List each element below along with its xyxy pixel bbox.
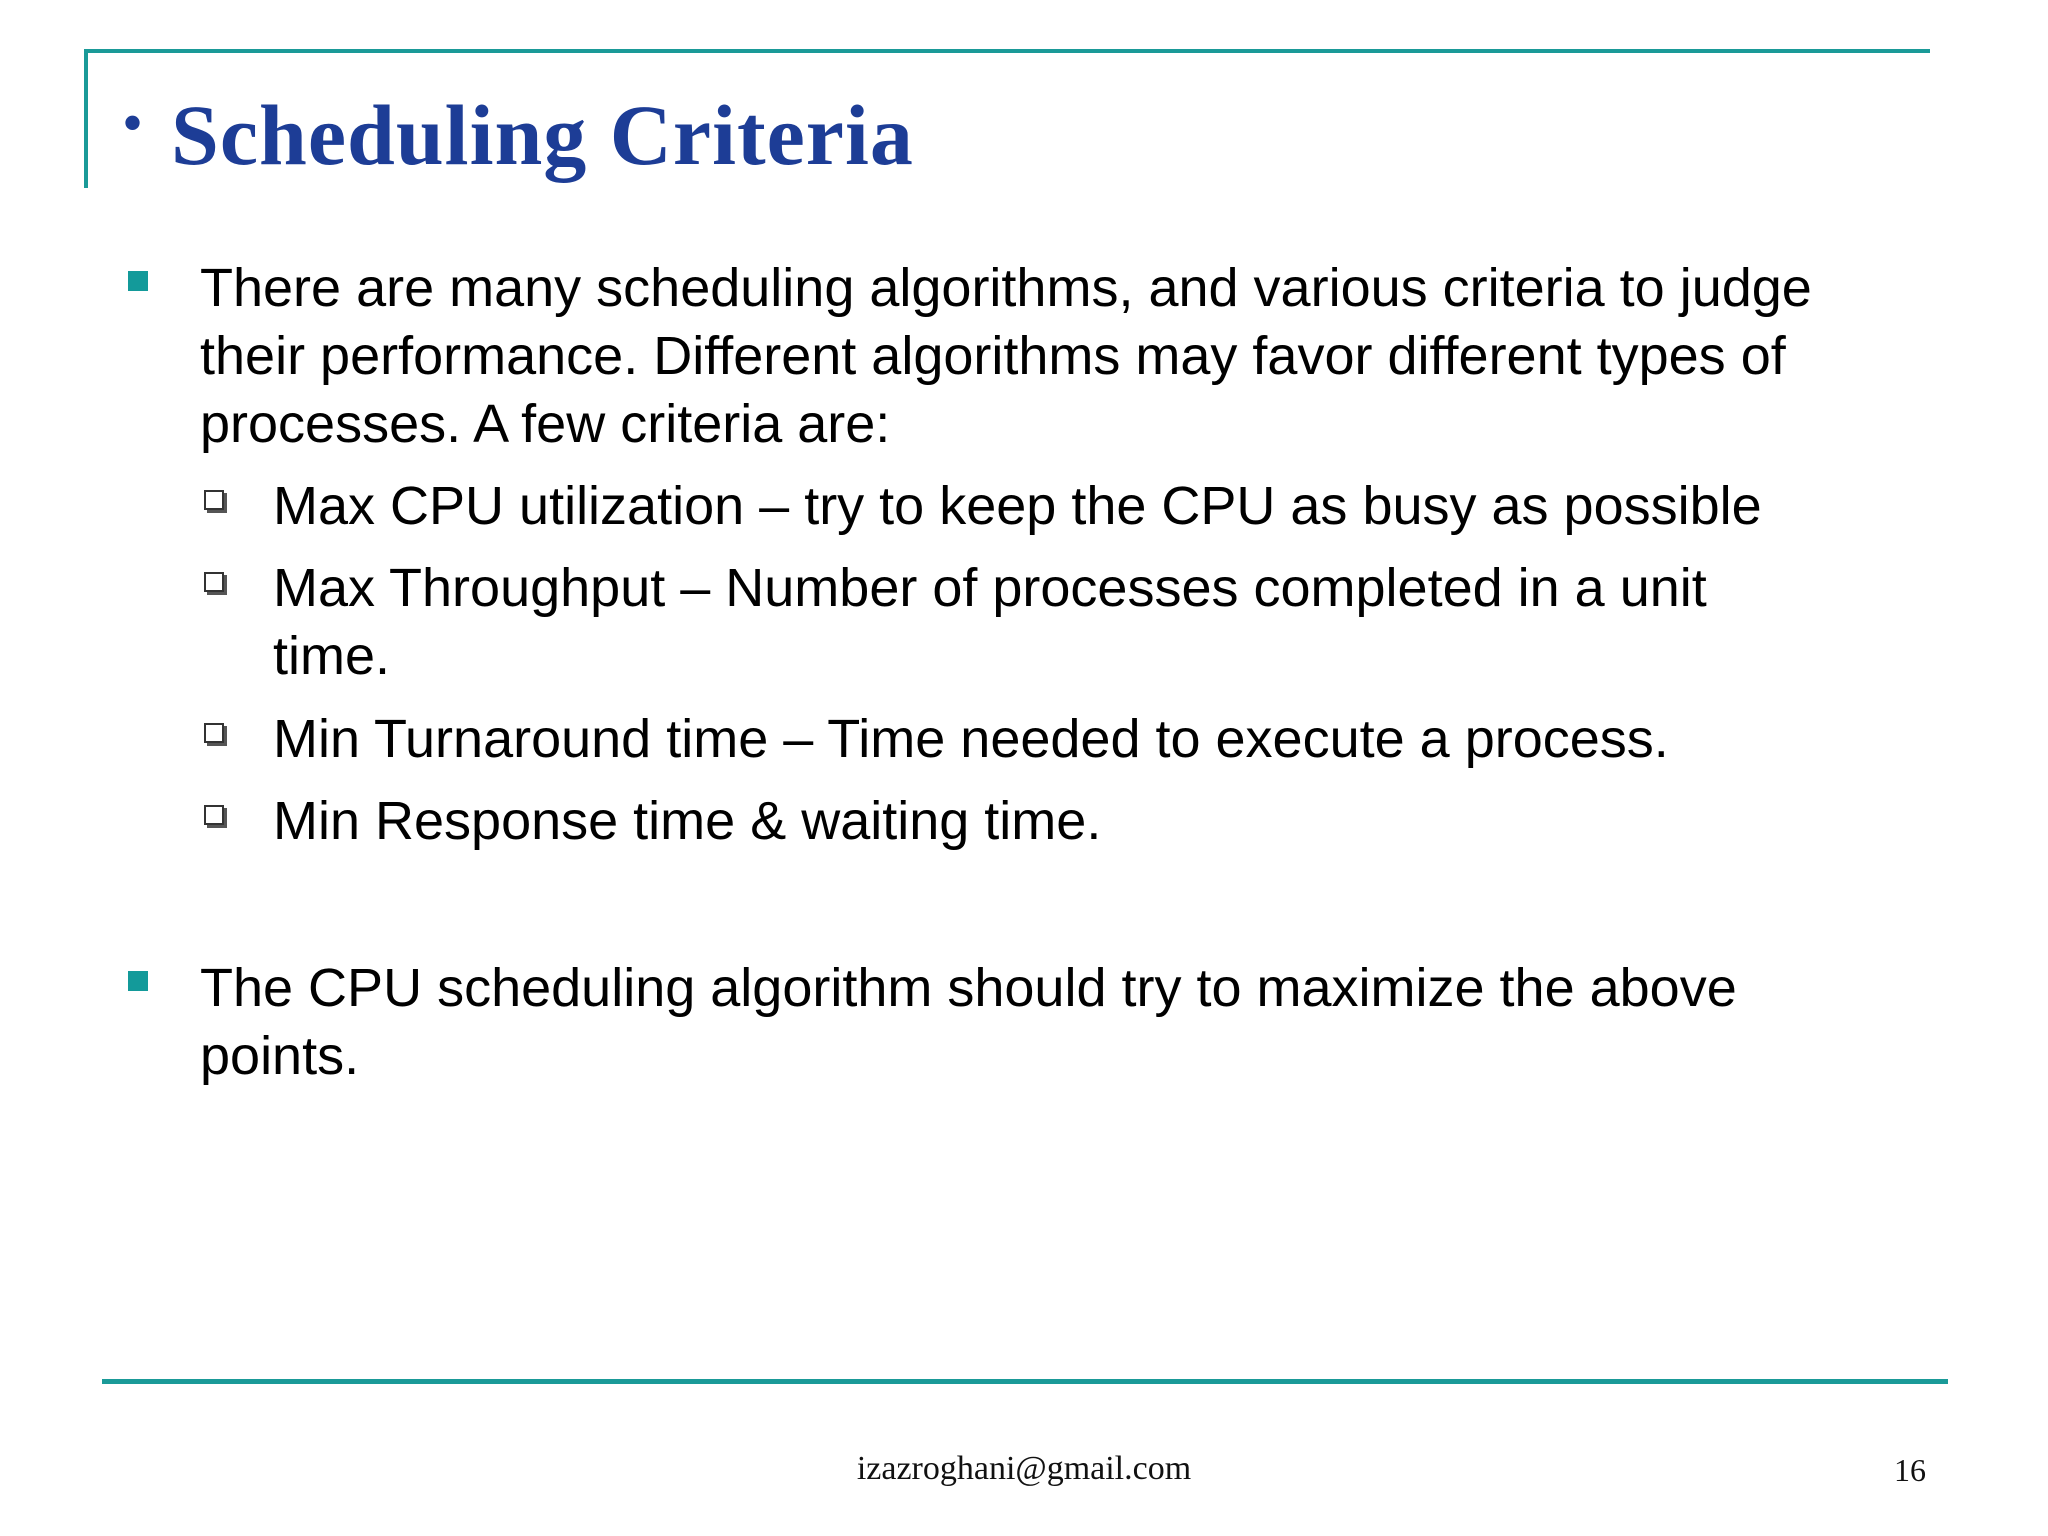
top-border-line: [84, 49, 1930, 53]
checkbox-bullet-icon: [204, 723, 224, 743]
bullet-1-line-1: There are many scheduling algorithms, and various criteria to judge: [200, 258, 1812, 318]
square-bullet-icon: [128, 271, 148, 291]
footer-email: izazroghani@gmail.com: [856, 1450, 1192, 1487]
sub-bullet-2-line-2: time.: [273, 626, 391, 686]
sub-bullet-2-line-1: Max Throughput – Number of processes completed in a unit: [273, 558, 1707, 618]
bullet-1-line-2: their performance. Different algorithms may favor different types of: [200, 326, 1786, 386]
page-number: 16: [1894, 1452, 1926, 1488]
title-area: [122, 80, 914, 190]
title-bullet-icon: •: [122, 90, 144, 156]
bullet-2-line-1: The CPU scheduling algorithm should try to maximize the above: [200, 958, 1737, 1018]
square-bullet-icon: [128, 971, 148, 991]
checkbox-bullet-icon: [204, 572, 224, 592]
bullet-2-line-2: points.: [200, 1026, 360, 1086]
footer-divider: [102, 1379, 1948, 1384]
sub-bullet-1-line-1: Max CPU utilization – try to keep the CPU as busy as possible: [273, 476, 1762, 536]
checkbox-bullet-icon: [204, 805, 224, 825]
slide-title: Scheduling Criteria: [171, 87, 914, 183]
left-border-line: [84, 49, 88, 188]
sub-bullet-3-line-1: Min Turnaround time – Time needed to execute a process.: [273, 709, 1669, 769]
bullet-1-line-3: processes. A few criteria are:: [200, 394, 891, 454]
checkbox-bullet-icon: [204, 490, 224, 510]
sub-bullet-4-line-1: Min Response time & waiting time.: [273, 791, 1102, 851]
